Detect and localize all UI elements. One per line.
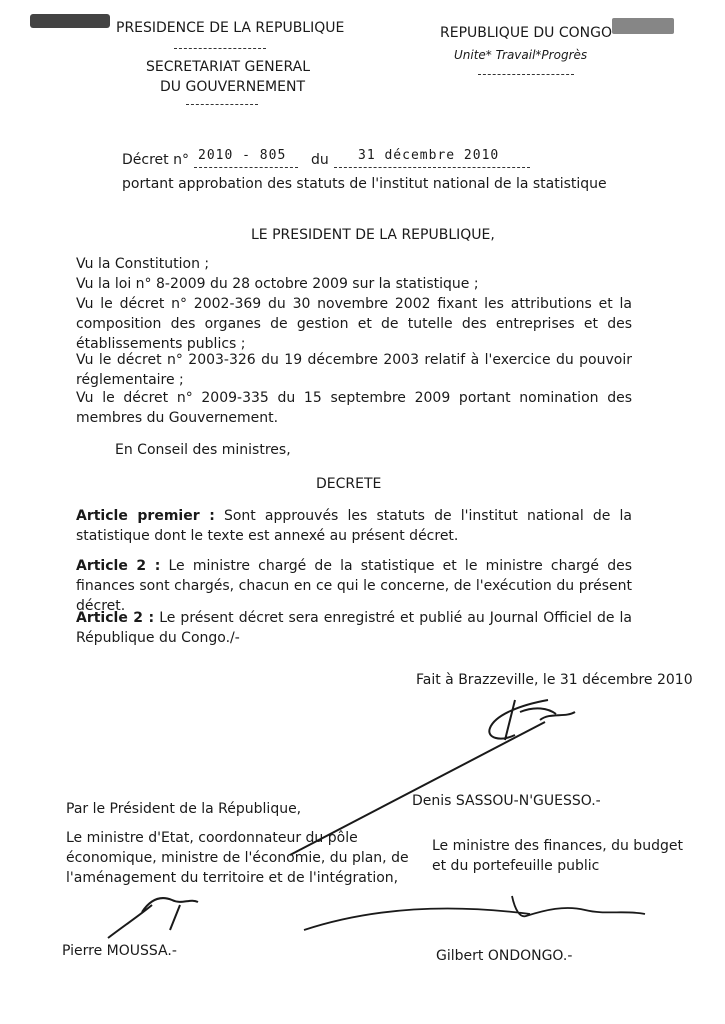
minister-left-line3: l'aménagement du territoire et de l'intégration, <box>66 870 399 886</box>
place-and-date: Fait à Brazzeville, le 31 décembre 2010 <box>416 672 693 688</box>
visa-loi-2009: Vu la loi n° 8-2009 du 28 octobre 2009 sur la statistique ; <box>76 276 479 292</box>
article-2a-label: Article 2 : <box>76 558 161 574</box>
minister-right-line2: et du portefeuille public <box>432 858 600 874</box>
president-heading: LE PRESIDENT DE LA REPUBLIQUE, <box>251 227 495 243</box>
header-secretariat-line2: DU GOUVERNEMENT <box>160 79 306 95</box>
decrete-heading: DECRETE <box>316 476 382 492</box>
minister-left-name: Pierre MOUSSA.- <box>62 943 177 959</box>
decree-subject: portant approbation des statuts de l'institut national de la statistique <box>122 176 607 192</box>
par-le-president: Par le Président de la République, <box>66 801 302 817</box>
header-secretariat-line1: SECRETARIAT GENERAL <box>146 59 311 75</box>
visa-decret-2002: Vu le décret n° 2002-369 du 30 novembre 2002 fixant les attributions et la composition des organes de gestion et de tutelle des entreprises et des établissements publics ; <box>76 296 632 352</box>
minister-left-line1: Le ministre d'Etat, coordonnateur du pôle <box>66 830 358 846</box>
minister-left-line2: économique, ministre de l'économie, du plan, de <box>66 850 409 866</box>
article-2b-label: Article 2 : <box>76 610 155 626</box>
header-motto: Unite* Travail*Progrès <box>454 48 588 62</box>
president-name: Denis SASSOU-N'GUESSO.- <box>412 793 601 809</box>
decree-du-label: du <box>311 152 329 168</box>
decree-date: 31 décembre 2010 <box>358 148 500 163</box>
article-2a-text: Le ministre chargé de la statistique et le ministre chargé des finances sont chargés, chacun en ce qui le concerne, de l'exécution du présent décret. <box>76 558 632 614</box>
header-presidence: PRESIDENCE DE LA REPUBLIQUE <box>116 20 345 36</box>
visa-decret-2009: Vu le décret n° 2009-335 du 15 septembre 2009 portant nomination des membres du Gouvernement. <box>76 390 632 426</box>
decree-number-label: Décret n° <box>122 152 189 168</box>
minister-right-name: Gilbert ONDONGO.- <box>436 948 573 964</box>
article-premier-label: Article premier : <box>76 508 215 524</box>
minister-right-line1: Le ministre des finances, du budget <box>432 838 683 854</box>
article-2b-text: Le présent décret sera enregistré et publié au Journal Officiel de la République du Congo./- <box>76 610 633 646</box>
visa-decret-2003: Vu le décret n° 2003-326 du 19 décembre 2003 relatif à l'exercice du pouvoir réglementaire ; <box>76 352 632 388</box>
decree-number: 2010 - 805 <box>198 148 287 163</box>
conseil-des-ministres: En Conseil des ministres, <box>115 442 291 458</box>
header-republique: REPUBLIQUE DU CONGO <box>440 25 612 41</box>
article-premier-text: Sont approuvés les statuts de l'institut national de la statistique dont le texte est annexé au présent décret. <box>76 508 632 544</box>
visa-constitution: Vu la Constitution ; <box>76 256 210 272</box>
